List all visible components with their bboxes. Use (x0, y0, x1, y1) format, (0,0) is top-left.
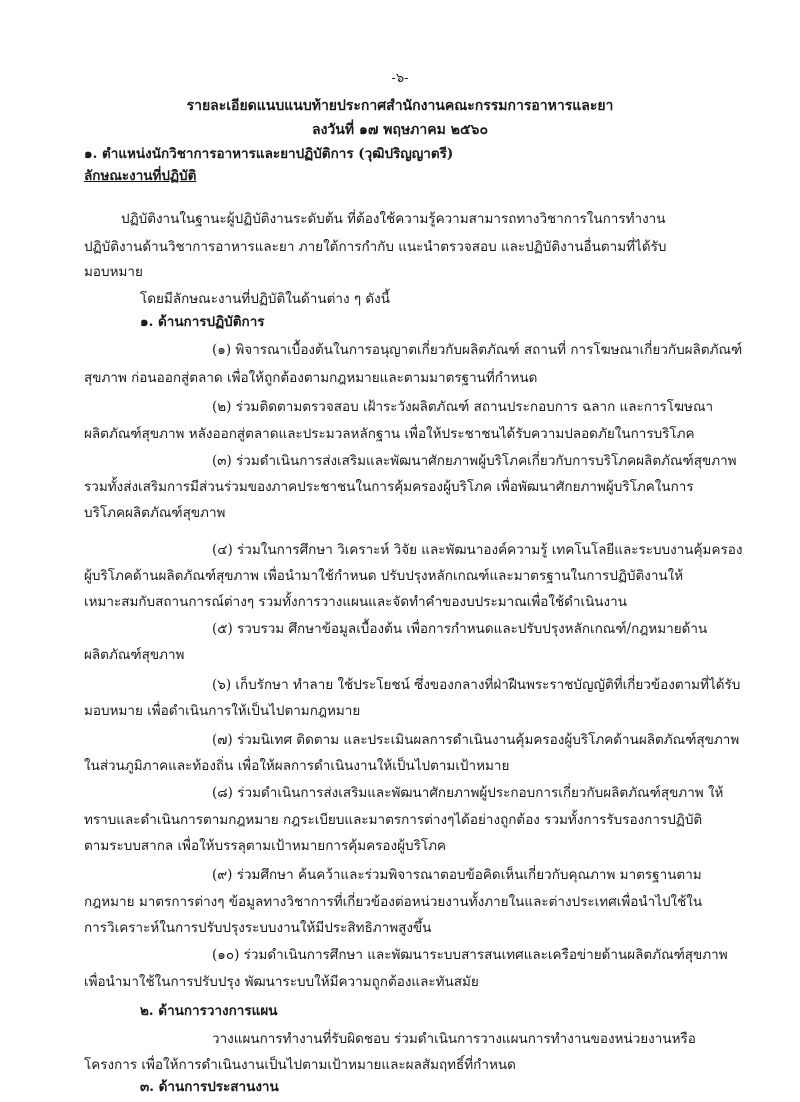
list-item-line: (๘) ร่วมดำเนินการส่งเสริมและพัฒนาศักยภาพผู้ประกอบการเกี่ยวกับผลิตภัณฑ์สุขภาพ ให้ (212, 785, 724, 801)
intro-line: ปฏิบัติงานด้านวิชาการอาหารและยา ภายใต้การกำกับ แนะนำตรวจสอบ และปฏิบัติงานอื่นตามที่ได้รับ (84, 239, 667, 255)
list-item-line: ผู้บริโภคด้านผลิตภัณฑ์สุขภาพ เพื่อนำมาใช้กำหนด ปรับปรุงหลักเกณฑ์และมาตรฐานในการปฏิบัติงานให้ (84, 568, 684, 584)
intro-line: ปฏิบัติงานในฐานะผู้ปฏิบัติงานระดับต้น ที่ต้องใช้ความรู้ความสามารถทางวิชาการในการทำงาน (121, 211, 666, 227)
list-item-line: รวมทั้งส่งเสริมการมีส่วนร่วมของภาคประชาชนในการคุ้มครองผู้บริโภค เพื่อพัฒนาศักยภาพผู้บริโภคในการ (84, 479, 694, 495)
paragraph-line: วางแผนการทำงานที่รับผิดชอบ ร่วมดำเนินการวางแผนการทำงานของหน่วยงานหรือ (212, 1031, 696, 1047)
list-item-line: สุขภาพ ก่อนออกสู่ตลาด เพื่อให้ถูกต้องตามกฎหมายและตามมาตรฐานที่กำหนด (84, 370, 538, 386)
list-item-line: การวิเคราะห์ในการปรับปรุงระบบงานให้มีประสิทธิภาพสูงขึ้น (84, 920, 432, 936)
position-heading: ๑. ตำแหน่งนักวิชาการอาหารและยาปฏิบัติการ (วุฒิปริญญาตรี) (84, 146, 454, 162)
subsection-heading-operations: ๑. ด้านการปฏิบัติการ (140, 314, 265, 330)
list-item-line: (๕) รวบรวม ศึกษาข้อมูลเบื้องต้น เพื่อการกำหนดและปรับปรุงหลักเกณฑ์/กฎหมายด้าน (212, 621, 708, 637)
document-title-line2: ลงวันที่ ๑๗ พฤษภาคม ๒๕๖๐ (312, 122, 488, 138)
document-title-line1: รายละเอียดแนบแนบท้ายประกาศสำนักงานคณะกรรมการอาหารและยา (186, 98, 614, 114)
list-item-line: ผลิตภัณฑ์สุขภาพ หลังออกสู่ตลาดและประมวลหลักฐาน เพื่อให้ประชาชนได้รับความปลอดภัยในการบริโภค (84, 426, 695, 442)
list-item-line: ตามระบบสากล เพื่อให้บรรลุตามเป้าหมายการคุ้มครองผู้บริโภค (84, 838, 447, 854)
intro-line: โดยมีลักษณะงานที่ปฏิบัติในด้านต่าง ๆ ดังนี้ (140, 291, 390, 307)
list-item-line: มอบหมาย เพื่อดำเนินการให้เป็นไปตามกฎหมาย (84, 703, 361, 719)
list-item-line: กฎหมาย มาตรการต่างๆ ข้อมูลทางวิชาการที่เกี่ยวข้องต่อหน่วยงานทั้งภายในและต่างประเทศเพื่อนำไปใช้ใน (84, 894, 703, 910)
list-item-line: เพื่อนำมาใช้ในการปรับปรุง พัฒนาระบบให้มีความถูกต้องและทันสมัย (84, 974, 479, 990)
intro-line: มอบหมาย (84, 264, 143, 280)
paragraph-line: โครงการ เพื่อให้การดำเนินงานเป็นไปตามเป้าหมายและผลสัมฤทธิ์ที่กำหนด (84, 1057, 516, 1073)
list-item-line: บริโภคผลิตภัณฑ์สุขภาพ (84, 505, 226, 521)
list-item-line: ผลิตภัณฑ์สุขภาพ (84, 647, 185, 663)
list-item-line: (๒) ร่วมติดตามตรวจสอบ เฝ้าระวังผลิตภัณฑ์ สถานประกอบการ ฉลาก และการโฆษณา (212, 399, 714, 415)
subsection-heading-planning: ๒. ด้านการวางการแผน (140, 1003, 278, 1019)
list-item-line: (๓) ร่วมดำเนินการส่งเสริมและพัฒนาศักยภาพผู้บริโภคเกี่ยวกับการบริโภคผลิตภัณฑ์สุขภาพ (212, 453, 737, 469)
list-item-line: ทราบและดำเนินการตามกฎหมาย กฎระเบียบและมาตรการต่างๆได้อย่างถูกต้อง รวมทั้งการรับรองการปฏิบัติ (84, 812, 703, 828)
list-item-line: ในส่วนภูมิภาคและท้องถิ่น เพื่อให้ผลการดำเนินงานให้เป็นไปตามเป้าหมาย (84, 758, 510, 774)
list-item-line: (๔) ร่วมในการศึกษา วิเคราะห์ วิจัย และพัฒนาองค์ความรู้ เทคโนโลยีและระบบงานคุ้มครอง (212, 542, 743, 558)
page-number: -๖- (391, 71, 409, 86)
list-item-line: (๖) เก็บรักษา ทำลาย ใช้ประโยชน์ ซึ่งของกลางที่ฝ่าฝืนพระราชบัญญัติที่เกี่ยวข้องตามที่ได้รับ (212, 677, 741, 693)
list-item-line: (๑๐) ร่วมดำเนินการศึกษา และพัฒนาระบบสารสนเทศและเครือข่ายด้านผลิตภัณฑ์สุขภาพ (212, 947, 728, 963)
section-heading: ลักษณะงานที่ปฏิบัติ (84, 168, 197, 184)
subsection-heading-coordination: ๓. ด้านการประสานงาน (140, 1079, 279, 1095)
list-item-line: เหมาะสมกับสถานการณ์ต่างๆ รวมทั้งการวางแผนและจัดทำคำของบประมาณเพื่อใช้ดำเนินงาน (84, 594, 627, 610)
list-item-line: (๑) พิจารณาเบื้องต้นในการอนุญาตเกี่ยวกับผลิตภัณฑ์ สถานที่ การโฆษณาเกี่ยวกับผลิตภัณฑ์ (212, 342, 743, 358)
list-item-line: (๗) ร่วมนิเทศ ติดตาม และประเมินผลการดำเนินงานคุ้มครองผู้บริโภคด้านผลิตภัณฑ์สุขภาพ (212, 732, 740, 748)
list-item-line: (๙) ร่วมศึกษา ค้นคว้าและร่วมพิจารณาตอบข้อคิดเห็นเกี่ยวกับคุณภาพ มาตรฐานตาม (212, 867, 702, 883)
